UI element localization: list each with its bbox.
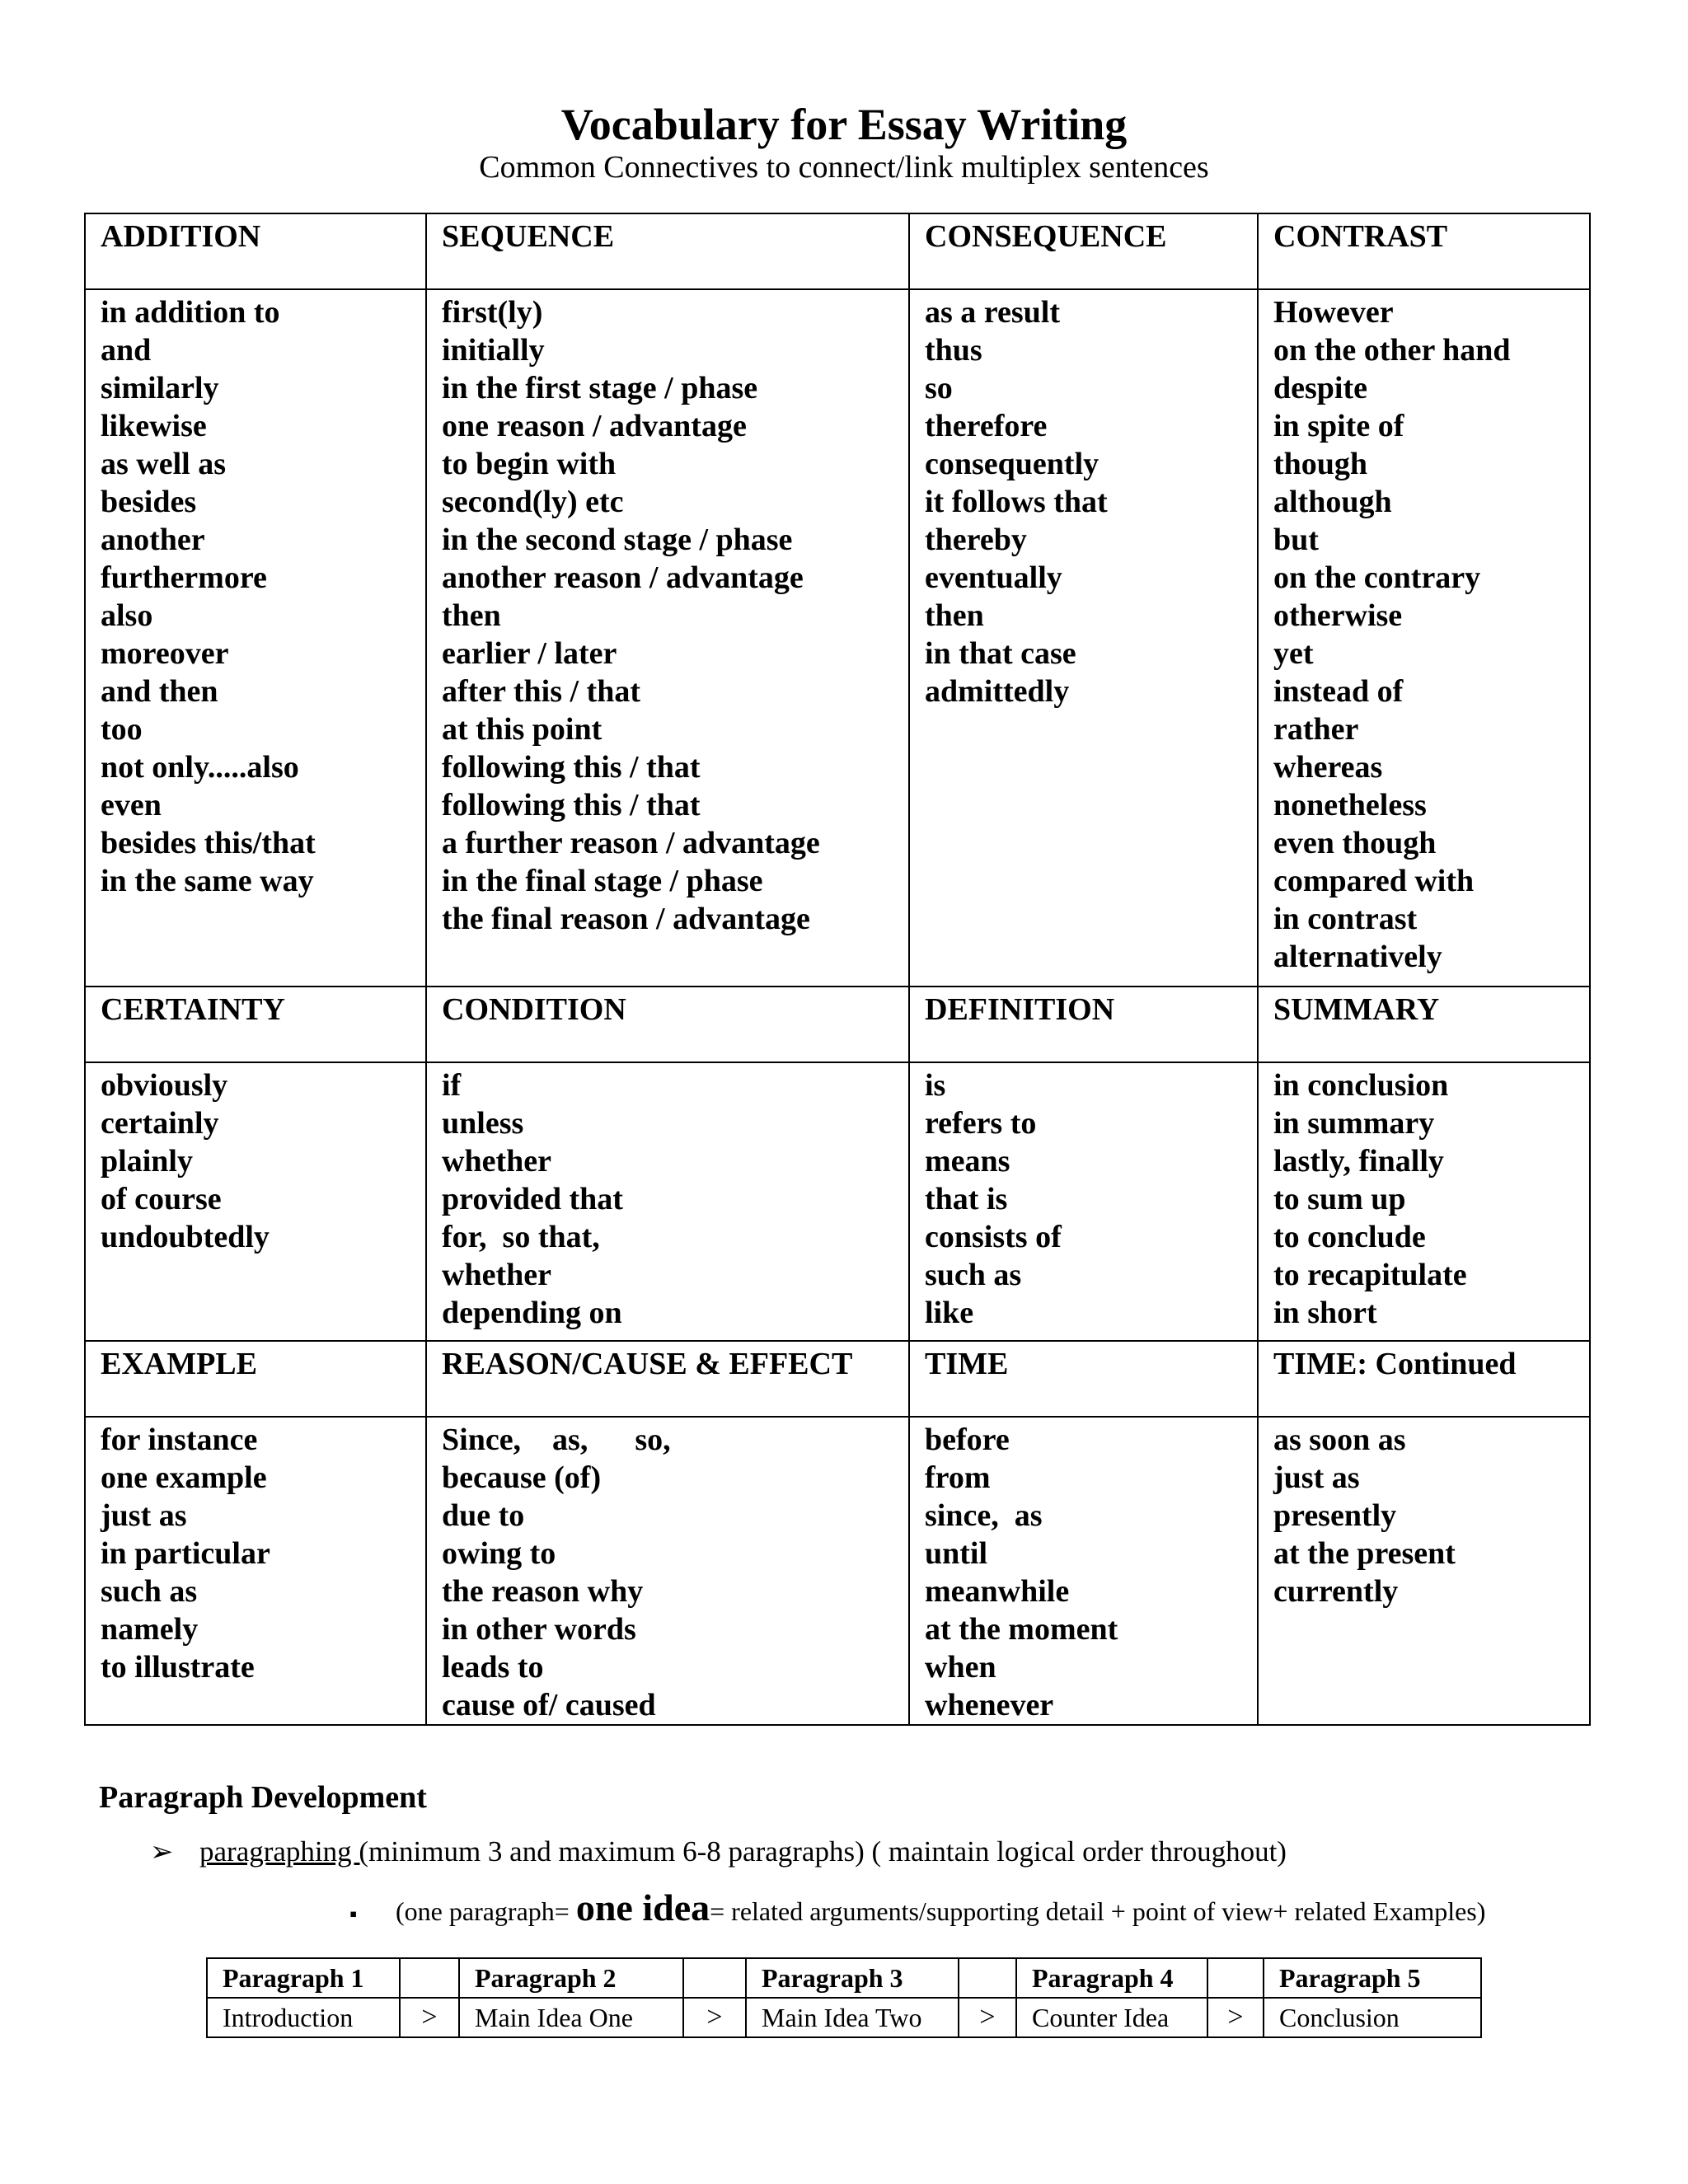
category-header: EXAMPLE xyxy=(85,1341,426,1417)
connective-list-row xyxy=(85,1062,1590,1341)
empty-spacer-cell xyxy=(959,1958,1016,1998)
connective-word: means xyxy=(925,1144,1010,1179)
connective-list xyxy=(85,1062,426,1341)
connective-word: then xyxy=(442,598,501,633)
connective-word: the reason why xyxy=(442,1574,644,1609)
connective-word: admittedly xyxy=(925,674,1070,709)
connective-list xyxy=(85,1417,426,1725)
category-header: CERTAINTY xyxy=(85,987,426,1062)
connective-word: as well as xyxy=(101,447,226,481)
connective-word: alternatively xyxy=(1273,940,1442,974)
connective-word: because (of) xyxy=(442,1460,602,1495)
connective-list-row xyxy=(85,1417,1590,1725)
connective-word: currently xyxy=(1273,1574,1399,1609)
category-header: CONSEQUENCE xyxy=(909,213,1258,289)
connective-word: in that case xyxy=(925,636,1076,671)
connective-word: in summary xyxy=(1273,1106,1435,1141)
paragraph-label: Paragraph 1 xyxy=(207,1958,400,1998)
flow-arrow-icon: > xyxy=(683,1998,746,2037)
connective-word: in the first stage / phase xyxy=(442,371,758,405)
connective-word: in the same way xyxy=(101,864,314,898)
connective-word: for instance xyxy=(101,1422,258,1457)
connective-word: first(ly) xyxy=(442,295,543,330)
paragraph-idea: Introduction xyxy=(207,1998,400,2037)
connective-word: in short xyxy=(1273,1296,1377,1330)
connective-word: as soon as xyxy=(1273,1422,1406,1457)
connective-word: just as xyxy=(101,1498,187,1533)
connective-word: then xyxy=(925,598,984,633)
category-header: DEFINITION xyxy=(909,987,1258,1062)
connective-word: moreover xyxy=(101,636,229,671)
empty-spacer-cell xyxy=(683,1958,746,1998)
connective-word: of course xyxy=(101,1182,222,1216)
connective-word: like xyxy=(925,1296,974,1330)
connective-word: on the contrary xyxy=(1273,560,1481,595)
paragraph-idea: Main Idea Two xyxy=(746,1998,959,2037)
category-header: REASON/CAUSE & EFFECT xyxy=(426,1341,909,1417)
connective-word: is xyxy=(925,1068,946,1103)
connective-word: from xyxy=(925,1460,991,1495)
connective-word: as a result xyxy=(925,295,1060,330)
connective-word: before xyxy=(925,1422,1010,1457)
connective-word: besides xyxy=(101,485,197,519)
connective-word: compared with xyxy=(1273,864,1475,898)
connective-word: to illustrate xyxy=(101,1650,255,1685)
connective-word: presently xyxy=(1273,1498,1397,1533)
category-header: TIME xyxy=(909,1341,1258,1417)
connective-word: Since, as, so, xyxy=(442,1422,671,1457)
connective-list xyxy=(1258,1417,1590,1725)
category-header: ADDITION xyxy=(85,213,426,289)
connective-list xyxy=(426,1062,909,1341)
square-bullet-icon: ▪ xyxy=(349,1901,358,1926)
connective-word: such as xyxy=(925,1258,1022,1292)
flow-arrow-icon: > xyxy=(959,1998,1016,2037)
connective-word: therefore xyxy=(925,409,1048,443)
connective-word: so xyxy=(925,371,953,405)
connective-word: in contrast xyxy=(1273,902,1418,936)
connective-word: in the final stage / phase xyxy=(442,864,763,898)
connective-word: when xyxy=(925,1650,996,1685)
connective-word: a further reason / advantage xyxy=(442,826,820,860)
connective-word: but xyxy=(1273,523,1319,557)
connective-word: rather xyxy=(1273,712,1359,747)
connective-word: also xyxy=(101,598,153,633)
connective-word: likewise xyxy=(101,409,207,443)
connective-word: the final reason / advantage xyxy=(442,902,810,936)
connective-word: thus xyxy=(925,333,982,368)
connective-word: cause of/ caused xyxy=(442,1688,656,1722)
paragraph-label: Paragraph 3 xyxy=(746,1958,959,1998)
category-header-row xyxy=(85,987,1590,1062)
connective-word: although xyxy=(1273,485,1392,519)
vocabulary-table xyxy=(84,213,1591,1726)
connective-word: at the present xyxy=(1273,1536,1456,1571)
connective-word: since, as xyxy=(925,1498,1043,1533)
connective-word: to sum up xyxy=(1273,1182,1406,1216)
connective-word: another reason / advantage xyxy=(442,560,804,595)
connective-word: initially xyxy=(442,333,545,368)
connective-word: in other words xyxy=(442,1612,636,1647)
connective-word: instead of xyxy=(1273,674,1404,709)
connective-list xyxy=(909,1062,1258,1341)
page-subtitle: Common Connectives to connect/link multiplex sentences xyxy=(479,150,1209,185)
connective-word: one reason / advantage xyxy=(442,409,747,443)
category-header: TIME: Continued xyxy=(1258,1341,1590,1417)
one-idea-suffix: = related arguments/supporting detail + point of view+ related Examples) xyxy=(710,1896,1486,1926)
connective-word: to begin with xyxy=(442,447,617,481)
connective-word: in addition to xyxy=(101,295,280,330)
connective-word: after this / that xyxy=(442,674,640,709)
connective-word: owing to xyxy=(442,1536,556,1571)
category-header: SEQUENCE xyxy=(426,213,909,289)
category-header-row xyxy=(85,213,1590,289)
paragraph-label-row xyxy=(207,1958,1481,1998)
connective-word: whether xyxy=(442,1144,551,1179)
connective-word: eventually xyxy=(925,560,1062,595)
connective-word: if xyxy=(442,1068,462,1103)
connective-word: second(ly) etc xyxy=(442,485,624,519)
connective-list xyxy=(909,1417,1258,1725)
connective-list xyxy=(426,289,909,987)
connective-word: even xyxy=(101,788,162,823)
flow-arrow-icon: > xyxy=(1207,1998,1264,2037)
connective-list xyxy=(1258,1062,1590,1341)
connective-word: at this point xyxy=(442,712,603,747)
connective-word: another xyxy=(101,523,205,557)
connective-word: in spite of xyxy=(1273,409,1404,443)
connective-word: undoubtedly xyxy=(101,1220,270,1254)
connective-word: plainly xyxy=(101,1144,193,1179)
connective-word: despite xyxy=(1273,371,1367,405)
category-header-row xyxy=(85,1341,1590,1417)
connective-list xyxy=(1258,289,1590,987)
connective-word: not only.....also xyxy=(101,750,299,785)
connective-word: it follows that xyxy=(925,485,1108,519)
connective-word: unless xyxy=(442,1106,524,1141)
connective-word: in conclusion xyxy=(1273,1068,1449,1103)
paragraph-label: Paragraph 2 xyxy=(459,1958,683,1998)
connective-word: However xyxy=(1273,295,1394,330)
connective-word: though xyxy=(1273,447,1368,481)
connective-word: besides this/that xyxy=(101,826,316,860)
connective-word: in the second stage / phase xyxy=(442,523,793,557)
connective-word: nonetheless xyxy=(1273,788,1427,823)
connective-word: obviously xyxy=(101,1068,228,1103)
connective-word: such as xyxy=(101,1574,198,1609)
connective-word: refers to xyxy=(925,1106,1037,1141)
paragraphing-term: paragraphing ( xyxy=(199,1835,369,1868)
paragraph-label: Paragraph 5 xyxy=(1264,1958,1481,1998)
connective-word: in particular xyxy=(101,1536,270,1571)
arrow-bullet-icon: ➢ xyxy=(150,1837,174,1868)
connective-word: that is xyxy=(925,1182,1008,1216)
connective-word: and then xyxy=(101,674,218,709)
connective-word: whenever xyxy=(925,1688,1054,1722)
connective-word: following this / that xyxy=(442,750,701,785)
category-header: CONDITION xyxy=(426,987,909,1062)
connective-word: whether xyxy=(442,1258,551,1292)
paragraph-idea: Counter Idea xyxy=(1016,1998,1207,2037)
page-title: Vocabulary for Essay Writing xyxy=(560,100,1128,149)
connective-word: too xyxy=(101,712,143,747)
connective-word: for, so that, xyxy=(442,1220,600,1254)
connective-list-row xyxy=(85,289,1590,987)
connective-word: depending on xyxy=(442,1296,622,1330)
flow-arrow-icon: > xyxy=(400,1998,459,2037)
paragraph-idea-row xyxy=(207,1998,1481,2037)
connective-list xyxy=(909,289,1258,987)
one-idea-bullet xyxy=(349,1887,1485,1935)
connective-word: namely xyxy=(101,1612,199,1647)
connective-word: provided that xyxy=(442,1182,623,1216)
connective-word: due to xyxy=(442,1498,525,1533)
one-idea-emphasis: one idea xyxy=(575,1886,710,1929)
connective-word: lastly, finally xyxy=(1273,1144,1444,1179)
connective-word: just as xyxy=(1273,1460,1360,1495)
connective-word: yet xyxy=(1273,636,1314,671)
connective-word: consequently xyxy=(925,447,1100,481)
connective-word: to recapitulate xyxy=(1273,1258,1467,1292)
connective-word: otherwise xyxy=(1273,598,1403,633)
paragraph-flow-table xyxy=(206,1957,1482,2038)
section-title-paragraph-development: Paragraph Development xyxy=(99,1780,427,1815)
empty-spacer-cell xyxy=(1207,1958,1264,1998)
connective-list xyxy=(426,1417,909,1725)
paragraph-label: Paragraph 4 xyxy=(1016,1958,1207,1998)
category-header: SUMMARY xyxy=(1258,987,1590,1062)
connective-list xyxy=(85,289,426,987)
connective-word: even though xyxy=(1273,826,1437,860)
connective-word: consists of xyxy=(925,1220,1062,1254)
connective-word: on the other hand xyxy=(1273,333,1511,368)
connective-word: and xyxy=(101,333,152,368)
connective-word: certainly xyxy=(101,1106,219,1141)
connective-word: until xyxy=(925,1536,988,1571)
empty-spacer-cell xyxy=(400,1958,459,1998)
connective-word: leads to xyxy=(442,1650,544,1685)
connective-word: similarly xyxy=(101,371,219,405)
connective-word: following this / that xyxy=(442,788,701,823)
connective-word: earlier / later xyxy=(442,636,617,671)
connective-word: whereas xyxy=(1273,750,1383,785)
paragraph-idea: Conclusion xyxy=(1264,1998,1481,2037)
one-idea-prefix: (one paragraph= xyxy=(396,1896,576,1926)
paragraphing-bullet xyxy=(150,1834,1287,1871)
paragraphing-detail: minimum 3 and maximum 6-8 paragraphs) ( maintain logical order throughout) xyxy=(368,1835,1287,1868)
connective-word: at the moment xyxy=(925,1612,1118,1647)
paragraph-idea: Main Idea One xyxy=(459,1998,683,2037)
connective-word: meanwhile xyxy=(925,1574,1070,1609)
connective-word: thereby xyxy=(925,523,1027,557)
connective-word: furthermore xyxy=(101,560,267,595)
category-header: CONTRAST xyxy=(1258,213,1590,289)
connective-word: to conclude xyxy=(1273,1220,1426,1254)
connective-word: one example xyxy=(101,1460,267,1495)
